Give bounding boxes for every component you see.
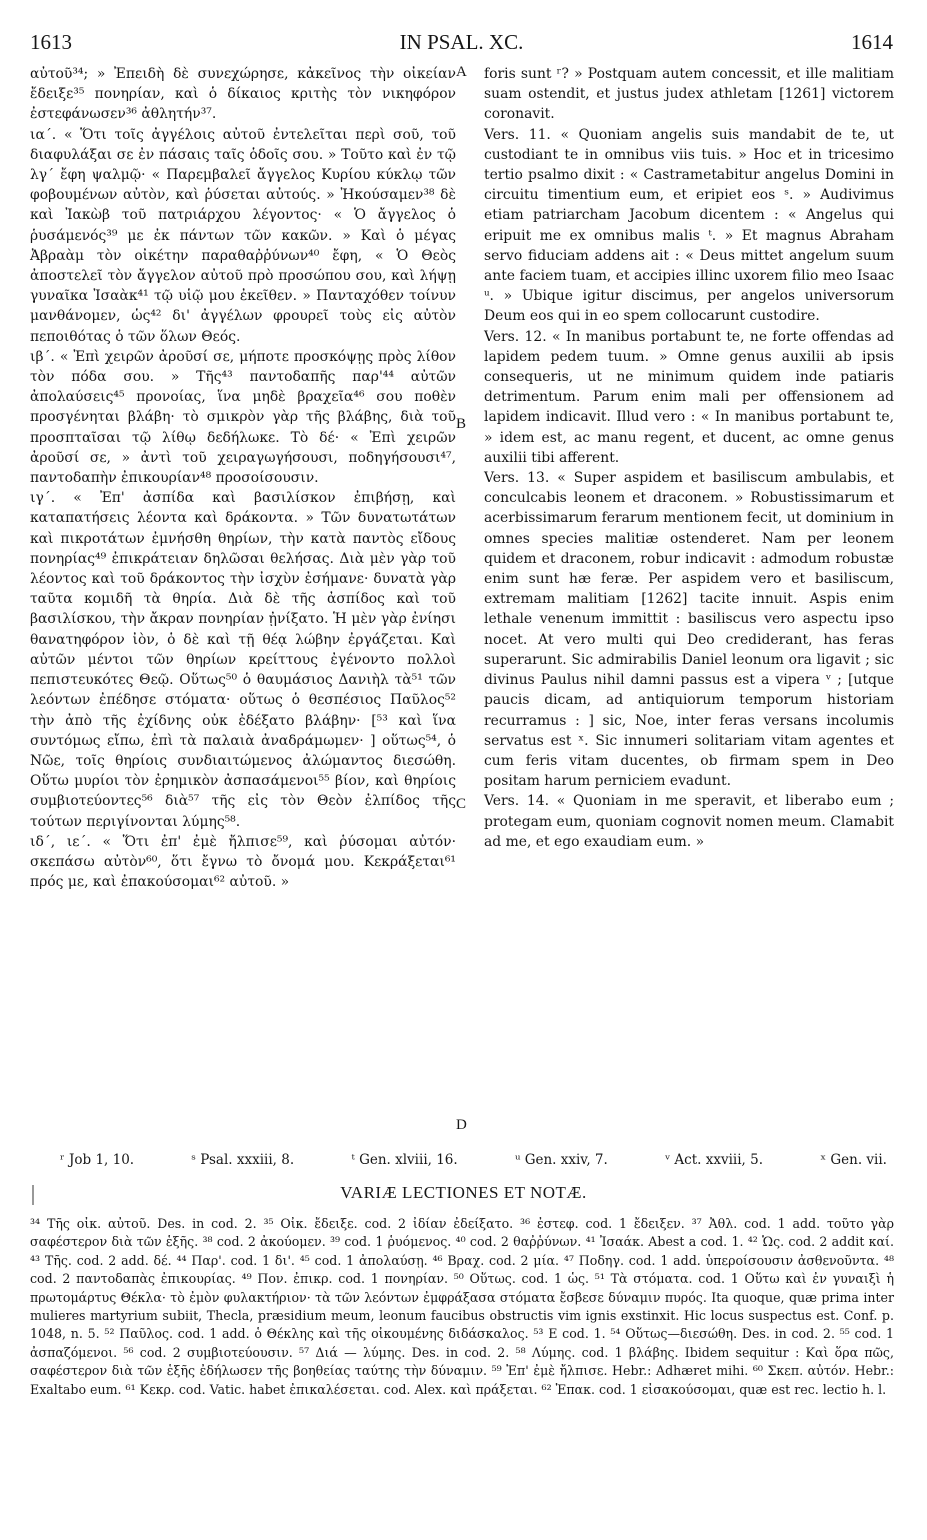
variant-notes	[30, 1215, 894, 1399]
greek-column	[30, 64, 456, 892]
margin-marker-c: C	[456, 796, 467, 812]
scripture-ref: ˣ Gen. vii.	[820, 1152, 887, 1168]
margin-marker-b: B	[456, 416, 467, 432]
section-title: VARIÆ LECTIONES ET NOTÆ.	[340, 1183, 587, 1202]
greek-para-2: ια΄. « Ὅτι τοῖς ἀγγέλοις αὐτοῦ ἐντελεῖται περὶ σοῦ, τοῦ διαφυλάξαι σε ἐν πάσαις ταῖς ὁδοῖς σου. » Τοῦτο καὶ ἐν τῷ λγ΄ ἔφη ψαλμῷ· « Παρεμβαλεῖ ἄγγελος Κυρίου κύκλῳ τῶν φοβουμένων αὐτὸν, καὶ ῥύσεται αὐτούς. » Ἠκούσαμεν³⁸ δὲ καὶ Ἰακὼβ τοῦ πατριάρχου λέγοντος· « Ὁ ἄγγελος ὁ ῥυσάμενός³⁹ με ἐκ πάντων τῶν κακῶν. » Καὶ ὁ μέγας Ἀβραὰμ τὸν οἰκέτην παραθαῤῥύνων⁴⁰ ἔφη, « Ὁ Θεὸς ἀποστελεῖ τὸν ἄγγελον αὐτοῦ πρὸ προσώπου σου, καὶ λήψῃ γυναῖκα Ἰσαὰκ⁴¹ τῷ υἱῷ μου ἐκεῖθεν. » Πανταχόθεν τοίνυν μανθάνομεν, ὡς⁴² δι' ἀγγέλων φρουρεῖ τοὺς εἰς αὐτὸν πεποιθότας ὁ τῶν ὅλων Θεός.	[30, 126, 456, 345]
running-header	[30, 30, 893, 60]
running-title: IN PSAL. XC.	[399, 30, 524, 54]
scripture-ref: ᵗ Gen. xlviii, 16.	[351, 1152, 458, 1168]
latin-column	[484, 64, 894, 852]
latin-para-2: Vers. 11. « Quoniam angelis suis mandabit de te, ut custodiant te in omnibus viis tuis. » Hoc et in tricesimo tertio psalmo dixit : « Castrametabitur angelus Domini in circuitu timentium eum, et eripiet eos ˢ. » Audivimus etiam patriarcham Jacobum dicentem : « Angelus qui eripuit me ex omnibus malis ᵗ. » Et magnus Abraham servo fiduciam addens ait : « Deus mittet angelum suum ante faciem tuam, et accipies illinc uxorem filio meo Isaac ᵘ. » Ubique igitur discimus, per angelos universorum Deum eos qui in eo spem collocarunt custodire.	[484, 126, 894, 325]
greek-para-5: ιδ΄, ιε΄. « Ὅτι ἐπ' ἐμὲ ἤλπισε⁵⁹, καὶ ῥύσομαι αὐτόν· σκεπάσω αὐτὸν⁶⁰, ὅτι ἔγνω τὸ ὄνομά μου. Κεκράξεται⁶¹ πρός με, καὶ ἐπακούσομαι⁶² αὐτοῦ. »	[30, 833, 456, 891]
latin-para-1: foris sunt ʳ? » Postquam autem concessit, et ille malitiam suam ostendit, et justus judex athletam [1261] victorem coronavit.	[484, 66, 894, 123]
scripture-references	[60, 1152, 887, 1168]
scripture-ref: ˢ Psal. xxxiii, 8.	[191, 1152, 295, 1168]
page-number-left: 1613	[30, 30, 72, 54]
latin-para-3: Vers. 12. « In manibus portabunt te, ne forte offendas ad lapidem pedem tuum. » Omne genus auxilii ab ipsis consequeris, ut ne minimum quidem inde patiaris detrimentum. Parum enim mali per offensionem ad lapidem indicavit. Illud vero : « In manibus portabunt te, » idem est, ac manu regent, et ducent, ac omne genus auxilii tibi afferent.	[484, 328, 894, 466]
latin-para-5: Vers. 14. « Quoniam in me speravit, et liberabo eum ; protegam eum, quoniam cognovit nomen meum. Clamabit ad me, et ego exaudiam eum. »	[484, 793, 894, 850]
margin-marker-d: D	[456, 1117, 467, 1133]
greek-para-3: ιβ΄. « Ἐπὶ χειρῶν ἀροῦσί σε, μήποτε προσκόψῃς πρὸς λίθον τὸν πόδα σου. » Τῆς⁴³ παντοδαπῆς παρ'⁴⁴ αὐτῶν ἀπολαύσεις⁴⁵ προνοίας, ἵνα μηδὲ βραχεῖα⁴⁶ σου ποθὲν προσγένηται βλάβη· τὸ σμικρὸν γὰρ τῆς βλάβης, διὰ τοῦ προσπταῖσαι τῷ λίθῳ δεδήλωκε. Τὸ δέ· « Ἐπὶ χειρῶν ἀροῦσί σε, » ἀντὶ τοῦ χειραγωγήσουσι, ποδηγήσουσι⁴⁷, παντοδαπὴν ἐπικουρίαν⁴⁸ προσοίσουσιν.	[30, 348, 456, 487]
scripture-ref: ᵘ Gen. xxiv, 7.	[515, 1152, 608, 1168]
scripture-ref: ʳ Job 1, 10.	[60, 1152, 135, 1168]
scripture-ref: ᵛ Act. xxviii, 5.	[665, 1152, 764, 1168]
notes-text: ³⁴ Τῆς οἰκ. αὐτοῦ. Des. in cod. 2. ³⁵ Οἰκ. ἔδειξε. cod. 2 ἰδίαν ἐδείξατο. ³⁶ ἐστεφ. cod. 1 ἔδειξεν. ³⁷ Ἀθλ. cod. 1 add. τοῦτο γὰρ σαφέστερον διὰ τῶν ἑξῆς. ³⁸ cod. 2 ἀκούομεν. ³⁹ cod. 1 ῥυόμενος. ⁴⁰ cod. 2 θαῤῥύνων. ⁴¹ Ἰσαάκ. Abest a cod. 1. ⁴² Ὡς. cod. 2 addit καί. ⁴³ Τῆς. cod. 2 add. δέ. ⁴⁴ Παρ'. cod. 1 δι'. ⁴⁵ cod. 1 ἀπολαύσῃ. ⁴⁶ Βραχ. cod. 2 μία. ⁴⁷ Ποδηγ. cod. 1 add. ὑπεροίσουσιν ἀσθενοῦντα. ⁴⁸ cod. 2 παντοδαπὰς ἐπικουρίας. ⁴⁹ Πον. ἐπικρ. cod. 1 πονηρίαν. ⁵⁰ Οὕτως. cod. 1 ὡς. ⁵¹ Τὰ στόματα. cod. 1 Οὕτω καὶ ἐν γυναιξὶ ἡ πρωτομάρτυς Θέκλα· τὸ ἐμὸν φυλακτήριον· τὰ τῶν λεόντων ἐμφράξασα στόματα ἔσβεσε δύναμιν πυρός. Ita quoque, quæ prima inter mulieres martyrium subiit, Thecla, præsidium meum, leonum faucibus obstructis vim ignis exstinxit. Hic locus suspectus est. Conf. p. 1048, n. 5. ⁵² Παῦλος. cod. 1 add. ὁ Θέκλης καὶ τῆς οἰκουμένης διδάσκαλος. ⁵³ E cod. 1. ⁵⁴ Οὕτως—διεσώθη. Des. in cod. 2. ⁵⁵ cod. 1 ἀσπαζόμενοι. ⁵⁶ cod. 2 συμβιοτεύουσιν. ⁵⁷ Διά — λύμης. Des. in cod. 2. ⁵⁸ Λύμης. cod. 1 βλάβης. Ibidem sequitur : Καὶ ὅρα πῶς, σαφέστερον διὰ τῶν ἑξῆς ἐδήλωσεν τῆς βοηθείας ταύτης τὴν δύναμιν. ⁵⁹ Ἐπ' ἐμὲ ἤλπισε. Hebr.: Adhæret mihi. ⁶⁰ Σκεπ. αὐτόν. Hebr.: Exaltabo eum. ⁶¹ Κεκρ. cod. Vatic. habet ἐπικαλέσεται. cod. Alex. καὶ πράξεται. ⁶² Ἐπακ. cod. 1 εἰσακούσομαι, quæ est rec. lectio h. l.	[30, 1216, 894, 1397]
margin-marker-a: A	[456, 64, 467, 80]
latin-para-4: Vers. 13. « Super aspidem et basiliscum ambulabis, et conculcabis leonem et draconem. » Robustissimarum et acerbissimarum ferarum mentionem fecit, ut dominium in omnes species malitiæ ostenderet. Nam per leonem quidem et draconem, robur indicavit : admodum robustæ enim sunt hæ feræ. Per aspidem vero et basiliscum, extremam malitiam [1262] tacite innuit. Aspis enim lethale venenum immittit : basiliscus vero aspectu ipso nocet. At vero multi qui Deo crediderant, has feras superarunt. Sic admirabilis Daniel leonum ora ligavit ; sic divinus Paulus nihil damni passus est a vipera ᵛ ; [utque paucis dicam, ad antiquiorum temporum historiam recurramus : ] sic, Noe, inter feras versans incolumis servatus est ˣ. Sic innumeri solitariam vitam agentes et cum feris vitam ducentes, ob firmam spem in Deo positam harum perniciem evadunt.	[484, 470, 894, 790]
greek-para-4: ιγ΄. « Ἐπ' ἀσπίδα καὶ βασιλίσκον ἐπιβήσῃ, καὶ καταπατήσεις λέοντα καὶ δράκοντα. » Τῶν δυνατωτάτων καὶ πικροτάτων ἐμνήσθη θηρίων, τὴν κατὰ παντὸς εἴδους πονηρίας⁴⁹ ἐπικράτειαν δηλῶσαι θελήσας. Διὰ μὲν γὰρ τοῦ λέοντος καὶ τοῦ δράκοντος τὴν ἰσχὺν ἐσήμανε· δυνατὰ γὰρ ταῦτα κομιδῆ τὰ θηρία. Διὰ δὲ τῆς ἀσπίδος καὶ τοῦ βασιλίσκου, τὴν ἄκραν πονηρίαν ᾐνίξατο. Ἡ μὲν γὰρ ἐνίησι θανατηφόρον ἰὸν, ὁ δὲ καὶ τῇ θέᾳ λώβην ἐργάζεται. Καὶ αὐτῶν μέντοι τῶν θηρίων κρείττους ἐγένοντο πολλοὶ πεπιστευκότες Θεῷ. Οὕτως⁵⁰ ὁ θαυμάσιος Δανιὴλ τὰ⁵¹ τῶν λεόντων ἐπέδησε στόματα· οὕτως ὁ θεσπέσιος Παῦλος⁵² τὴν ἀπὸ τῆς ἐχίδνης οὐκ ἐδέξατο βλάβην· [⁵³ καὶ ἵνα συντόμως εἴπω, ἐπὶ τὰ παλαιὰ ἀναδράμωμεν· ] οὕτως⁵⁴, ὁ Νῶε, τοῖς θηρίοις συνδιαιτώμενος ἀλώμαντος διεσώθη. Οὕτω μυρίοι τὸν ἐρημικὸν ἀσπασάμενοι⁵⁵ βίον, καὶ θηρίοις συμβιοτεύοντες⁵⁶ διὰ⁵⁷ τῆς εἰς τὸν Θεὸν ἐλπίδος τῆς τούτων περιγίνονται λύμης⁵⁸.	[30, 490, 456, 830]
greek-para-1: αὐτοῦ³⁴; » Ἐπειδὴ δὲ συνεχώρησε, κἀκεῖνος τὴν οἰκείαν ἔδειξε³⁵ πονηρίαν, καὶ ὁ δίκαιος κριτὴς τὸν νικηφόρον ἐστεφάνωσεν³⁶ ἀθλητήν³⁷.	[30, 66, 456, 123]
page-number-right: 1614	[851, 30, 893, 54]
